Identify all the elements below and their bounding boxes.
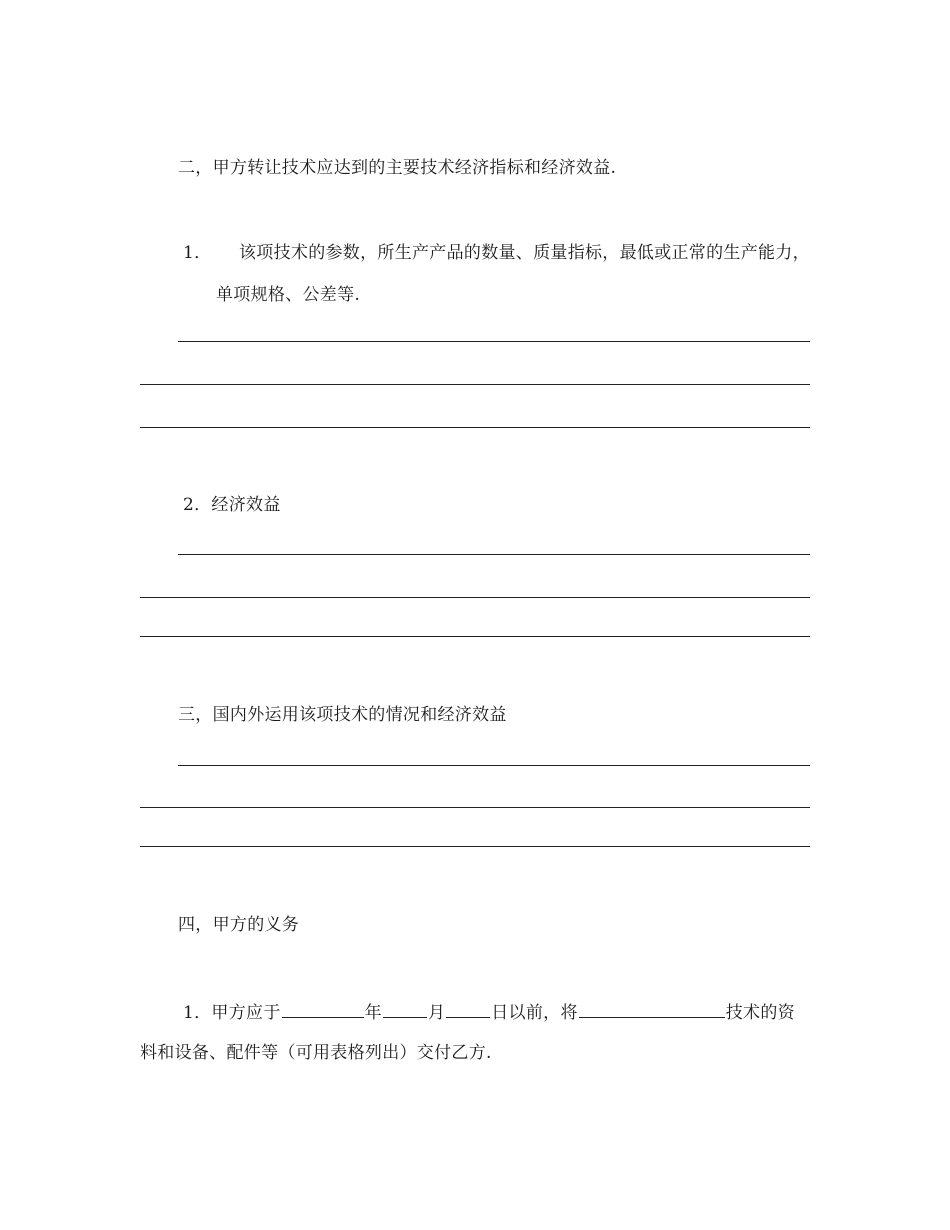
section-4-item-1-line-2: 料和设备、配件等（可用表格列出）交付乙方. (140, 1043, 492, 1063)
section-2-item-2: 2．经济效益 (183, 495, 281, 515)
year-blank[interactable] (282, 999, 364, 1018)
answer-line[interactable] (140, 807, 810, 808)
answer-line[interactable] (178, 341, 810, 342)
section-2-item-1-number: 1． (183, 243, 212, 263)
section-2-item-1-line-2: 单项规格、公差等. (216, 285, 361, 305)
section-4-heading: 四，甲方的义务 (178, 915, 300, 935)
technology-name-blank[interactable] (579, 999, 725, 1018)
answer-line[interactable] (140, 427, 810, 428)
day-label: 日以前，将 (491, 1003, 578, 1023)
day-blank[interactable] (446, 999, 490, 1018)
item-prefix: 1．甲方应于 (183, 1003, 281, 1023)
section-4-item-1-line-1 (183, 999, 795, 1024)
answer-line[interactable] (140, 384, 810, 385)
answer-line[interactable] (140, 597, 810, 598)
month-label: 月 (427, 1003, 446, 1023)
section-2-item-1-line-1: 该项技术的参数，所生产产品的数量、质量指标，最低或正常的生产能力， (239, 243, 810, 263)
section-3-heading: 三，国内外运用该项技术的情况和经济效益 (178, 705, 507, 725)
year-label: 年 (364, 1003, 382, 1023)
technology-label: 技术的资 (725, 1003, 795, 1023)
answer-line[interactable] (140, 846, 810, 847)
answer-line[interactable] (140, 636, 810, 637)
section-2-heading: 二，甲方转让技术应达到的主要技术经济指标和经济效益. (178, 158, 617, 178)
answer-line[interactable] (178, 554, 810, 555)
month-blank[interactable] (383, 999, 427, 1018)
answer-line[interactable] (178, 765, 810, 766)
